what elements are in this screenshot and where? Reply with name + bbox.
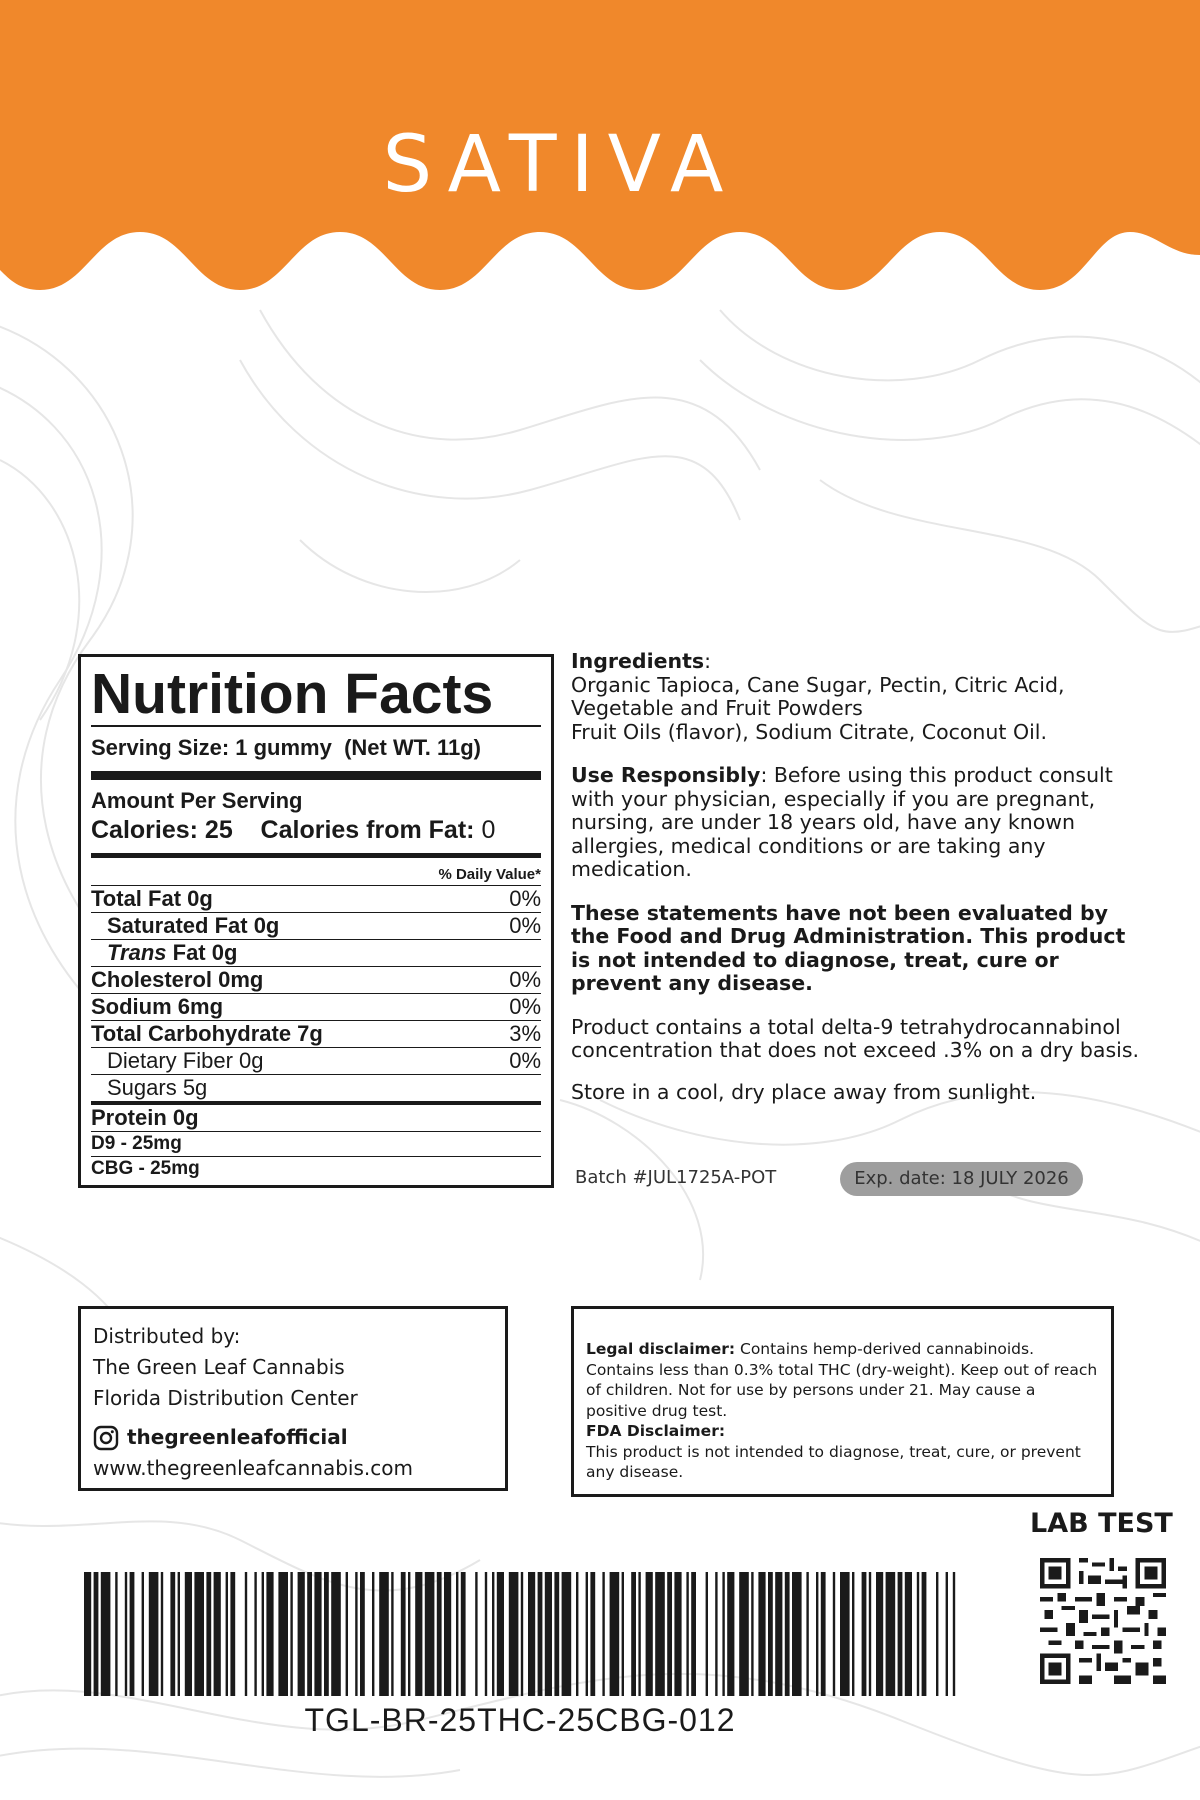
nutrient-value: 0%: [509, 886, 541, 911]
barcode-bar: [84, 1572, 91, 1696]
batch-number: Batch #JUL1725A-POT: [575, 1167, 777, 1188]
cannabinoid-label: CBG - 25mg: [91, 1158, 200, 1179]
nutrient-label: Saturated Fat 0g: [107, 913, 280, 938]
barcode-bar: [674, 1572, 681, 1696]
barcode-bar: [833, 1572, 835, 1696]
legal-disclaimer: [586, 1339, 1099, 1421]
nutrient-label: Cholesterol 0mg: [91, 967, 264, 992]
nutrient-row: [91, 939, 541, 966]
barcode-bar: [576, 1572, 578, 1696]
trans-italic: Trans: [107, 940, 167, 965]
fda-disclaimer-heading: FDA Disclaimer:: [586, 1422, 726, 1440]
barcode-bar: [278, 1572, 288, 1696]
barcode-bar: [346, 1572, 348, 1696]
ingredients-line: Organic Tapioca, Cane Sugar, Pectin, Citric Acid,: [571, 672, 1065, 697]
nutrient-row: [91, 1020, 541, 1047]
barcode-bar: [456, 1572, 458, 1696]
barcode-bar: [262, 1572, 264, 1696]
barcode-bar: [953, 1572, 955, 1696]
header-banner: [0, 0, 1200, 300]
barcode-bar: [290, 1572, 292, 1696]
barcode-bar: [149, 1572, 159, 1696]
nutrient-row: [91, 1047, 541, 1074]
barcode-bar: [521, 1572, 523, 1696]
barcode-bar: [715, 1572, 717, 1696]
barcode-bar: [806, 1572, 808, 1696]
barcode-bar: [298, 1572, 305, 1696]
nutrient-label: Sodium 6mg: [91, 994, 224, 1019]
barcode-bar: [266, 1572, 273, 1696]
serving-size-label: Serving Size: 1 gummy: [91, 735, 332, 760]
barcode-bar: [391, 1572, 393, 1696]
barcode-bar: [590, 1572, 595, 1696]
nutrient-value: 3%: [509, 1021, 541, 1046]
calories: Calories: 25: [91, 816, 233, 844]
barcode-bar: [214, 1572, 221, 1696]
barcode-bar: [862, 1572, 867, 1696]
legal-heading: Legal disclaimer:: [586, 1340, 736, 1358]
barcode-bar: [554, 1572, 559, 1696]
cannabinoid-row: [91, 1131, 541, 1156]
barcode-bar: [115, 1572, 117, 1696]
nutrient-row: [91, 993, 541, 1020]
barcode-bar: [739, 1572, 749, 1696]
product-type-title: SATIVA: [382, 120, 738, 210]
calories-line: [91, 814, 541, 853]
barcode-bar: [170, 1572, 175, 1696]
nutrient-row: [91, 1074, 541, 1101]
barcode-bar: [444, 1572, 451, 1696]
barcode-bar: [509, 1572, 519, 1696]
nutrient-value: 0%: [509, 913, 541, 938]
barcode-bar: [722, 1572, 724, 1696]
legal-disclaimer-box: [571, 1306, 1114, 1497]
barcode-bar: [821, 1572, 826, 1696]
barcode-bar: [622, 1572, 624, 1696]
barcode-bar: [631, 1572, 636, 1696]
fda-statement: These statements have not been evaluated by the Food and Drug Administration. This product is not intended to diagnose, treat, cure or prevent any disease.: [571, 900, 1126, 995]
serving-size: [91, 725, 541, 771]
distributor-name: The Green Leaf Cannabis: [93, 1355, 345, 1379]
use-responsibly-text: : Before using this product consult with your physician, especially if you are pregnant, nursing, are under 18 years old, have any known allergies, medical conditions or are taking any medication.: [571, 763, 1113, 881]
website-link[interactable]: www.thegreenleafcannabis.com: [93, 1456, 413, 1480]
batch-expiration-row: [575, 1162, 1085, 1196]
barcode-bar: [492, 1572, 494, 1696]
barcode-bar: [706, 1572, 708, 1696]
barcode-bar: [646, 1572, 653, 1696]
barcode-bar: [898, 1572, 903, 1696]
barcode-bar: [528, 1572, 535, 1696]
barcode-bar: [372, 1572, 374, 1696]
barcode-bar: [869, 1572, 871, 1696]
nutrient-label: Protein 0g: [91, 1105, 199, 1130]
cannabinoid-row: [91, 1156, 541, 1181]
barcode-bar: [545, 1572, 552, 1696]
barcode-bar: [206, 1572, 211, 1696]
barcode-bar: [727, 1572, 734, 1696]
product-info-text: [571, 650, 1141, 1104]
barcode-bar: [379, 1572, 389, 1696]
barcode-bar: [101, 1572, 111, 1696]
daily-value-header: % Daily Value*: [91, 853, 541, 885]
barcode-bar: [946, 1572, 948, 1696]
barcode-bar: [307, 1572, 312, 1696]
barcode-bar: [768, 1572, 773, 1696]
nutrient-label: Total Carbohydrate 7g: [91, 1021, 323, 1046]
barcode-bar: [425, 1572, 435, 1696]
barcode-bar: [751, 1572, 753, 1696]
barcode-bar: [816, 1572, 818, 1696]
nutrient-row: [91, 912, 541, 939]
calories-from-fat-value: 0: [481, 816, 496, 844]
barcode-bar: [886, 1572, 896, 1696]
barcode-bar: [401, 1572, 406, 1696]
trans-rest: Fat 0g: [166, 940, 238, 965]
amount-per-serving: Amount Per Serving: [91, 788, 303, 813]
barcode-bar: [230, 1572, 235, 1696]
barcode-bar: [792, 1572, 802, 1696]
barcode-bar: [331, 1572, 341, 1696]
barcode-number: TGL-BR-25THC-25CBG-012: [304, 1702, 736, 1738]
ingredients-line: Fruit Oils (flavor), Sodium Citrate, Coconut Oil.: [571, 719, 1048, 744]
barcode-bar: [691, 1572, 696, 1696]
distributor-box: [78, 1306, 508, 1491]
barcode-bar: [226, 1572, 228, 1696]
barcode-bar: [142, 1572, 144, 1696]
barcode-bar: [667, 1572, 672, 1696]
storage-instructions: Store in a cool, dry place away from sunlight.: [571, 1079, 1037, 1104]
nutrient-label: [91, 940, 237, 966]
barcode-bar: [655, 1572, 665, 1696]
barcode-bar: [497, 1572, 504, 1696]
nutrition-facts-panel: [78, 654, 554, 1188]
barcode-bar: [852, 1572, 854, 1696]
fda-disclaimer-text: This product is not intended to diagnose, treat, cure, or prevent any disease.: [586, 1442, 1081, 1481]
barcode-bar: [602, 1572, 604, 1696]
nutrient-value: 0%: [509, 967, 541, 992]
instagram-handle: thegreenleafofficial: [127, 1425, 348, 1449]
barcode-bar: [415, 1572, 422, 1696]
barcode-bar: [314, 1572, 321, 1696]
ingredients-heading: Ingredients:: [571, 649, 712, 673]
net-weight: (Net WT. 11g): [344, 735, 481, 760]
barcode-bar: [758, 1572, 765, 1696]
barcode-bar: [324, 1572, 329, 1696]
barcode-bar: [610, 1572, 620, 1696]
barcode-bar: [686, 1572, 688, 1696]
nutrient-label: Dietary Fiber 0g: [107, 1048, 264, 1073]
lab-test-label: LAB TEST: [1030, 1508, 1173, 1539]
cannabinoid-label: D9 - 25mg: [91, 1133, 182, 1154]
barcode-bar: [485, 1572, 487, 1696]
barcode-bar: [178, 1572, 180, 1696]
expiration-badge: Exp. date: 18 JULY 2026: [840, 1162, 1083, 1196]
use-responsibly: [571, 764, 1141, 882]
nutrient-label: Total Fat 0g: [91, 886, 213, 911]
nutrient-row: [91, 885, 541, 912]
barcode-bar: [161, 1572, 163, 1696]
distribution-center: Florida Distribution Center: [93, 1386, 358, 1410]
distributed-by-label: Distributed by:: [93, 1324, 241, 1348]
barcode-bar: [475, 1572, 477, 1696]
barcode-bar: [905, 1572, 912, 1696]
barcode-bar: [775, 1572, 782, 1696]
nutrient-row: [91, 966, 541, 993]
instagram-icon: [93, 1425, 119, 1451]
barcode-bar: [840, 1572, 850, 1696]
nutrition-facts-title: Nutrition Facts: [91, 662, 494, 726]
barcode-bar: [785, 1572, 790, 1696]
barcode-bar: [254, 1572, 256, 1696]
barcode-bar: [355, 1572, 357, 1696]
nutrient-row: [91, 1101, 541, 1131]
use-responsibly-heading: Use Responsibly: [571, 763, 761, 787]
product-barcode: [84, 1572, 956, 1696]
barcode-bar: [130, 1572, 135, 1696]
barcode-bar: [408, 1572, 410, 1696]
nutrient-label: Sugars 5g: [107, 1075, 208, 1100]
barcode-bar: [917, 1572, 919, 1696]
barcode-bar: [94, 1572, 99, 1696]
legal-text: Contains hemp-derived cannabinoids. Contains less than 0.3% total THC (dry-weight). Keep out of reach of children. Not for use by persons under 21. May cause a positive drug test.: [586, 1340, 1098, 1420]
thc-statement: Product contains a total delta-9 tetrahydrocannabinol concentration that does not exceed .3% on a dry basis.: [571, 1014, 1140, 1062]
barcode-bar: [185, 1572, 192, 1696]
barcode-bar: [125, 1572, 127, 1696]
barcode-bar: [936, 1572, 938, 1696]
ingredients-line: Vegetable and Fruit Powders: [571, 696, 863, 720]
barcode-bar: [876, 1572, 883, 1696]
barcode-bar: [360, 1572, 365, 1696]
instagram-handle-row[interactable]: [93, 1422, 493, 1453]
barcode-bar: [586, 1572, 588, 1696]
barcode-bar: [245, 1572, 247, 1696]
barcode-bar: [461, 1572, 466, 1696]
calories-from-fat-label: Calories from Fat:: [260, 816, 475, 844]
lab-test-qr-code[interactable]: [1040, 1558, 1166, 1684]
barcode-bar: [638, 1572, 640, 1696]
barcode-bar: [437, 1572, 442, 1696]
barcode-bar: [538, 1572, 543, 1696]
nutrient-value: 0%: [509, 1048, 541, 1073]
barcode-bar: [562, 1572, 572, 1696]
nutrient-value: 0%: [509, 994, 541, 1019]
barcode-bar: [922, 1572, 927, 1696]
barcode-bar: [194, 1572, 204, 1696]
